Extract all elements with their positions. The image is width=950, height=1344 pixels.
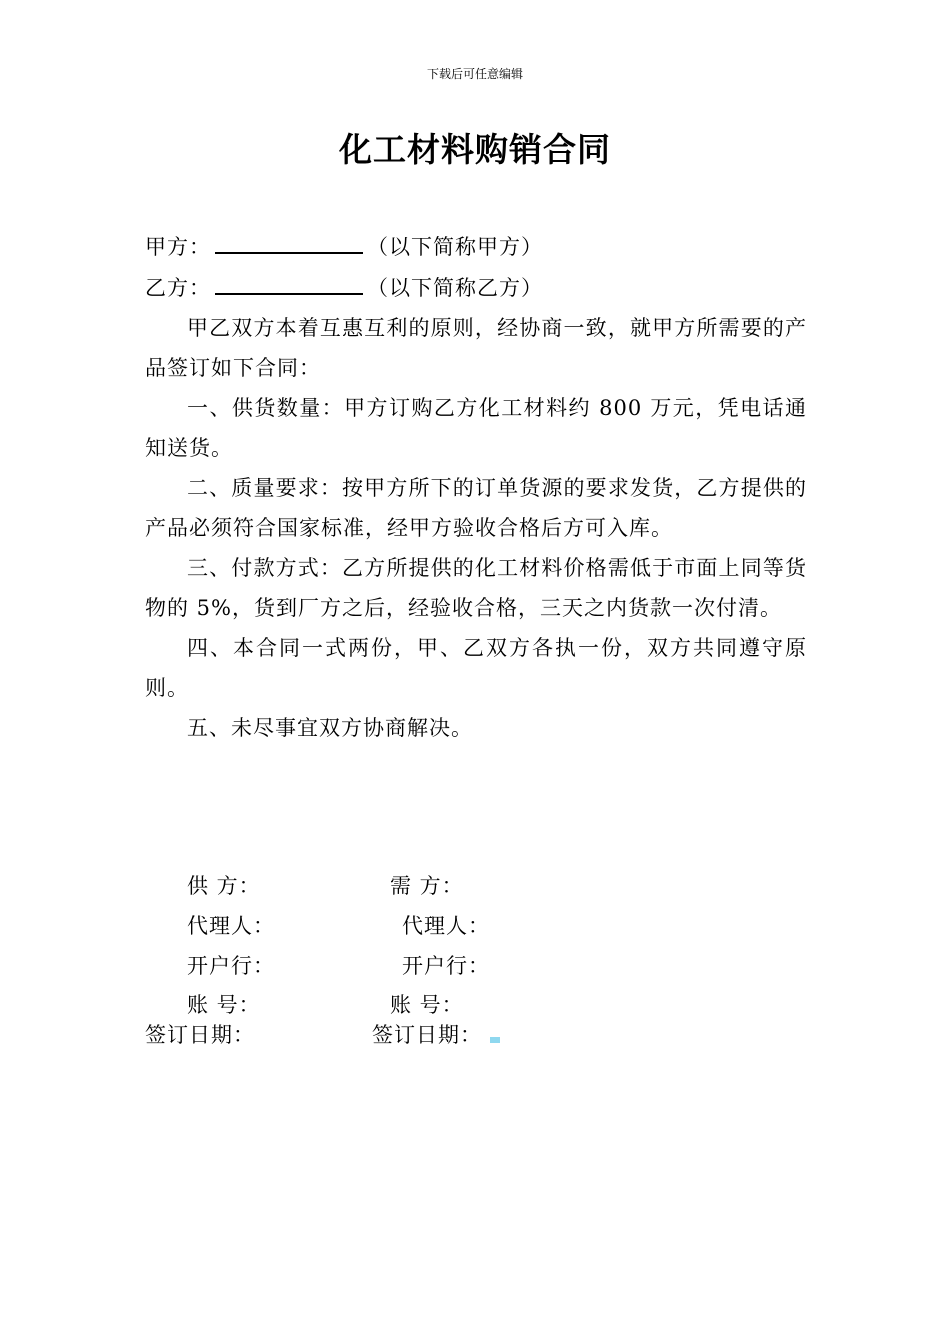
supplier-bank-label: 开户行： — [187, 954, 275, 978]
intro-paragraph: 甲乙双方本着互惠互利的原则，经协商一致，就甲方所需要的产品签订如下合同： — [145, 316, 807, 380]
clause-other-matters: 五、未尽事宜双方协商解决。 — [187, 716, 473, 740]
supplier-label: 供 方： — [187, 874, 261, 898]
buyer-date-label: 签订日期： — [372, 1023, 482, 1047]
party-a-note: （以下简称甲方） — [367, 235, 543, 259]
document-title: 化工材料购销合同 — [339, 130, 611, 169]
clause-payment: 三、付款方式：乙方所提供的化工材料价格需低于市面上同等货物的 5%，货到厂方之后，经验收合格，三天之内货款一次付清。 — [145, 556, 807, 620]
party-b-label: 乙方： — [145, 276, 211, 300]
supplier-account-label: 账 号： — [187, 993, 261, 1017]
party-a-label: 甲方： — [145, 235, 211, 259]
party-b-line — [145, 267, 807, 308]
buyer-agent-label: 代理人： — [402, 914, 490, 938]
buyer-bank-label: 开户行： — [402, 954, 490, 978]
buyer-account-label: 账 号： — [390, 993, 464, 1017]
buyer-label: 需 方： — [390, 874, 464, 898]
clause-copies: 四、本合同一式两份，甲、乙双方各执一份，双方共同遵守原则。 — [145, 636, 807, 700]
supplier-date-label: 签订日期： — [145, 1023, 255, 1047]
clause-quality: 二、质量要求：按甲方所下的订单货源的要求发货，乙方提供的产品必须符合国家标准，经甲方验收合格后方可入库。 — [145, 476, 807, 540]
party-a-line — [145, 226, 807, 267]
clause-supply-quantity: 一、供货数量：甲方订购乙方化工材料约 800 万元，凭电话通知送货。 — [145, 396, 807, 460]
party-b-note: （以下简称乙方） — [367, 276, 543, 300]
party-b-blank[interactable] — [215, 267, 363, 295]
contract-body — [145, 226, 807, 748]
party-a-blank[interactable] — [215, 226, 363, 254]
text-cursor-marker — [490, 1037, 500, 1043]
header-note: 下载后可任意编辑 — [426, 67, 523, 81]
supplier-agent-label: 代理人： — [187, 914, 275, 938]
